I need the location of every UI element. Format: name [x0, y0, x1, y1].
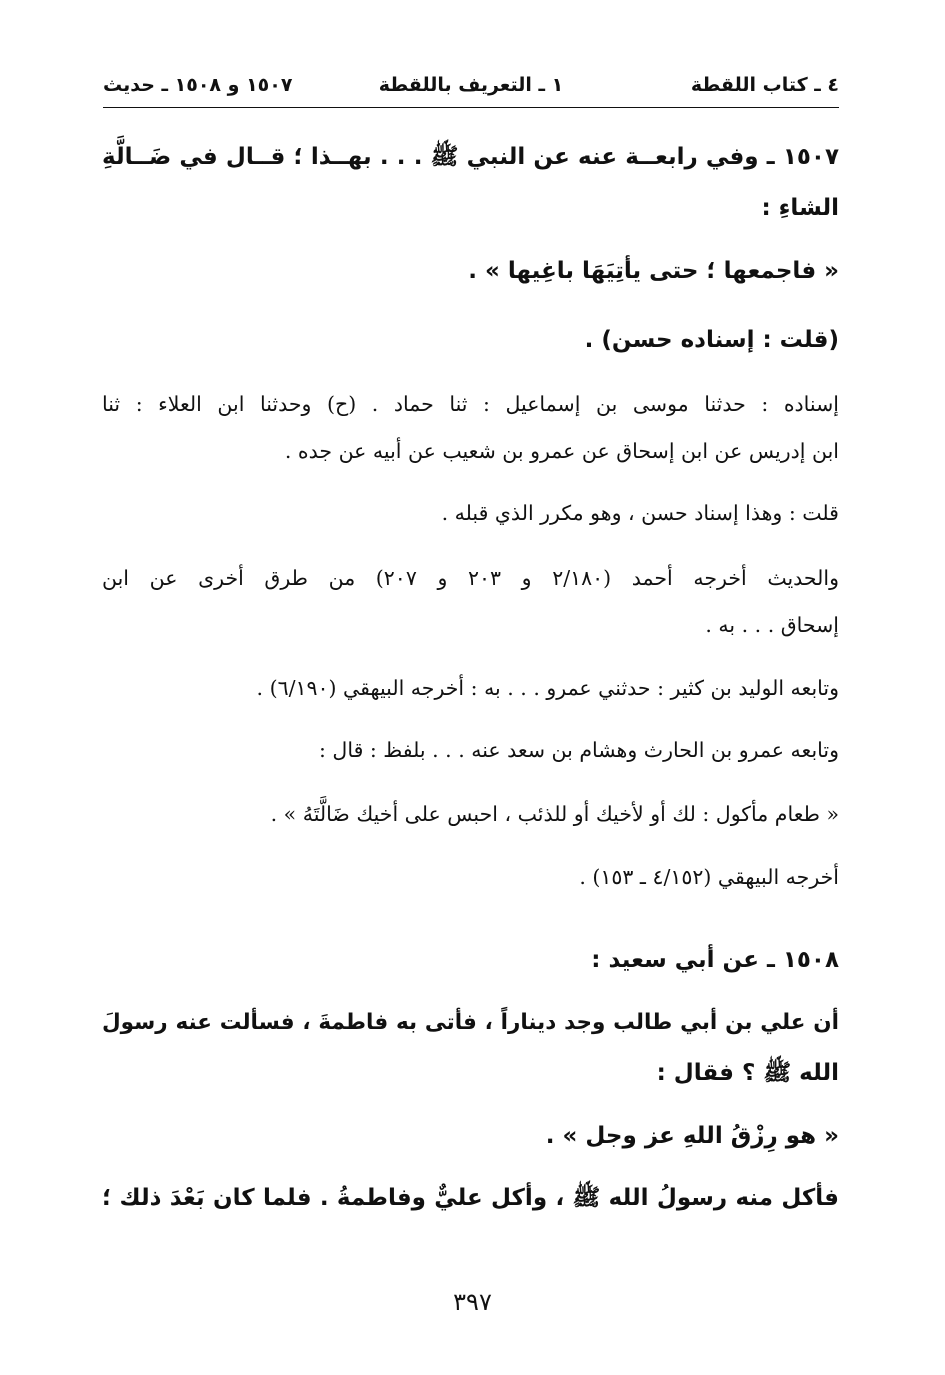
takhrij-bayhaqi-line: أخرجه البيهقي (٤/١٥٢ ـ ١٥٣) . [579, 865, 839, 889]
hadith-1508-line-1: أن علي بن أبي طالب وجد ديناراً ، فأتى به فاطمةَ ، فسألت عنه رسولَ [102, 1010, 839, 1035]
takhrij-line-2: إسحاق . . . به . [705, 613, 839, 637]
page-number: ٣٩٧ [453, 1288, 492, 1316]
header-chapter-title: ١ ـ التعريف باللقطة [378, 74, 564, 96]
hadith-1508-quote: « هو رِزْقُ اللهِ عز وجل » . [545, 1123, 839, 1149]
hadith-1508-heading: ١٥٠٨ ـ عن أبي سعيد : [591, 947, 839, 973]
hadith-1507-heading-continuation: الشاءِ : [761, 195, 839, 221]
hadith-1507-heading-line: ١٥٠٧ ـ وفي رابعــة عنه عن النبي ﷺ . . . بهــذا ؛ قــال في ضَــالَّةِ [102, 144, 839, 170]
mutabaah-line-1: وتابعه الوليد بن كثير : حدثني عمرو . . . به : أخرجه البيهقي (٦/١٩٠) . [256, 676, 839, 700]
isnad-line-1: إسناده : حدثنا موسى بن إسماعيل : ثنا حماد . (ح) وحدثنا ابن العلاء : ثنا [102, 392, 839, 416]
mutabaah-line-2: وتابعه عمرو بن الحارث وهشام بن سعد عنه . . . بلفظ : قال : [319, 738, 839, 762]
running-header [103, 70, 839, 106]
hadith-1507-grading: (قلت : إسناده حسن) . [584, 327, 839, 353]
hadith-1508-line-2: الله ﷺ ؟ فقال : [656, 1060, 839, 1086]
quoted-text-line: « طعام مأكول : لك أو لأخيك أو للذئب ، احبس على أخيك ضَالَّتَهُ » . [270, 802, 839, 826]
commentary-line-1: قلت : وهذا إسناد حسن ، وهو مكرر الذي قبله . [441, 501, 839, 525]
isnad-line-2: ابن إدريس عن ابن إسحاق عن عمرو بن شعيب عن أبيه عن جده . [284, 439, 839, 463]
takhrij-line-1: والحديث أخرجه أحمد (٢/١٨٠ و ٢٠٣ و ٢٠٧) من طرق أخرى عن ابن [102, 566, 840, 590]
hadith-1508-line-3: فأكل منه رسولُ الله ﷺ ، وأكل عليٌّ وفاطمةُ . فلما كان بَعْدَ ذلك ؛ [102, 1185, 839, 1211]
header-divider [103, 107, 839, 108]
header-book-title: ٤ ـ كتاب اللقطة [690, 74, 839, 96]
header-hadith-range: ١٥٠٧ و ١٥٠٨ ـ حديث [103, 74, 293, 96]
hadith-1507-text: « فاجمعها ؛ حتى يأتِيَهَا باغِيها » . [468, 258, 839, 284]
